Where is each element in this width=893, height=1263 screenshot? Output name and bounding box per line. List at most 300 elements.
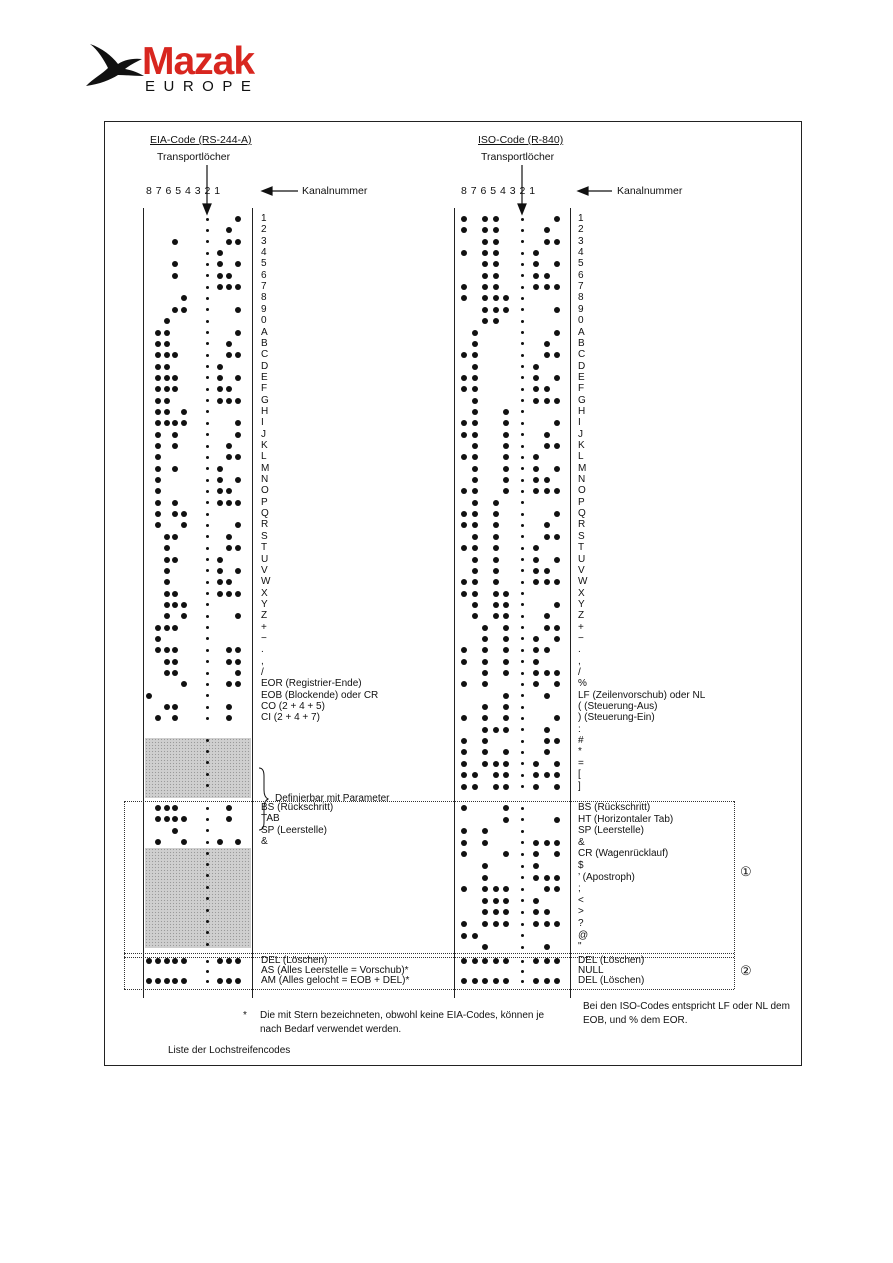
- feed-hole: [521, 558, 524, 561]
- punched-hole: [164, 568, 170, 574]
- feed-hole: [206, 252, 209, 255]
- footnote-star: *: [243, 1010, 247, 1021]
- feed-hole: [521, 274, 524, 277]
- eia-code-label: 7: [261, 281, 267, 293]
- feed-hole: [206, 263, 209, 266]
- eia-code-label: +: [261, 621, 267, 633]
- punched-hole: [164, 352, 170, 358]
- iso-code-label: ?: [578, 918, 584, 929]
- feed-hole: [206, 773, 209, 776]
- punched-hole: [146, 958, 152, 964]
- feed-hole: [521, 923, 524, 926]
- punched-hole: [472, 772, 478, 778]
- punched-hole: [472, 784, 478, 790]
- punched-hole: [493, 772, 499, 778]
- feed-hole: [206, 274, 209, 277]
- punched-hole: [493, 557, 499, 563]
- iso-code-label: J: [578, 428, 583, 440]
- eia-code-label: EOB (Blockende) oder CR: [261, 689, 379, 701]
- punched-hole: [155, 330, 161, 336]
- punched-hole: [544, 352, 550, 358]
- iso-feed-label: Transportlöcher: [481, 151, 555, 163]
- feed-hole: [206, 909, 209, 912]
- punched-hole: [461, 958, 467, 964]
- punched-hole: [235, 307, 241, 313]
- iso-code-label: E: [578, 371, 585, 383]
- punched-hole: [544, 432, 550, 438]
- eia-channel-label: Kanalnummer: [302, 185, 368, 197]
- punched-hole: [226, 704, 232, 710]
- punched-hole: [217, 978, 223, 984]
- feed-hole: [206, 308, 209, 311]
- iso-channel-label: Kanalnummer: [617, 185, 683, 197]
- iso-code-label: ]: [578, 780, 581, 792]
- iso-code-label: Q: [578, 508, 586, 520]
- feed-hole: [521, 354, 524, 357]
- feed-hole: [206, 784, 209, 787]
- feed-hole: [206, 513, 209, 516]
- eia-code-label: M: [261, 462, 270, 474]
- punched-hole: [164, 330, 170, 336]
- punched-hole: [461, 250, 467, 256]
- eia-code-label: AM (Alles gelocht = EOB + DEL)*: [261, 975, 410, 986]
- eia-code-label: −: [261, 632, 267, 644]
- punched-hole: [217, 477, 223, 483]
- feed-hole: [521, 490, 524, 493]
- punched-hole: [226, 545, 232, 551]
- punched-hole: [164, 375, 170, 381]
- punched-hole: [226, 273, 232, 279]
- feed-hole: [521, 422, 524, 425]
- iso-code-label: 6: [578, 269, 584, 281]
- punched-hole: [533, 875, 539, 881]
- feed-hole: [521, 649, 524, 652]
- punched-hole: [155, 477, 161, 483]
- punched-hole: [472, 375, 478, 381]
- punched-hole: [217, 250, 223, 256]
- section-two-bottom: [124, 989, 734, 990]
- punched-hole: [533, 273, 539, 279]
- feed-hole: [521, 331, 524, 334]
- punched-hole: [226, 443, 232, 449]
- iso-code-label: :: [578, 723, 581, 735]
- eia-code-label: Z: [261, 610, 268, 622]
- feed-hole: [521, 592, 524, 595]
- punched-hole: [155, 364, 161, 370]
- eia-code-label: U: [261, 553, 269, 565]
- eia-code-label: N: [261, 474, 269, 486]
- punched-hole: [493, 545, 499, 551]
- punched-hole: [554, 398, 560, 404]
- feed-hole: [521, 751, 524, 754]
- feed-hole: [206, 717, 209, 720]
- iso-title: ISO-Code (R-840): [478, 134, 564, 146]
- feed-hole: [206, 739, 209, 742]
- iso-code-label: 5: [578, 258, 584, 270]
- iso-code-label: =: [578, 757, 584, 769]
- feed-hole: [206, 581, 209, 584]
- punched-hole: [482, 898, 488, 904]
- eia-code-label: K: [261, 440, 268, 451]
- punched-hole: [235, 432, 241, 438]
- eia-code-label: 1: [261, 213, 267, 224]
- punched-hole: [164, 409, 170, 415]
- punched-hole: [493, 534, 499, 540]
- eia-feed-label: Transportlöcher: [157, 151, 231, 163]
- feed-hole: [206, 456, 209, 459]
- feed-hole: [206, 672, 209, 675]
- punched-hole: [164, 659, 170, 665]
- punched-hole: [217, 568, 223, 574]
- eia-code-label: AS (Alles Leerstelle = Vorschub)*: [261, 965, 409, 976]
- eia-code-label: X: [261, 587, 268, 599]
- punched-hole: [533, 557, 539, 563]
- feed-hole: [521, 960, 524, 963]
- feed-hole: [521, 899, 524, 902]
- eia-code-label: W: [261, 576, 271, 588]
- punched-hole: [493, 568, 499, 574]
- punched-hole: [226, 500, 232, 506]
- punched-hole: [235, 647, 241, 653]
- feed-hole: [206, 399, 209, 402]
- eia-code-label: 0: [261, 315, 267, 327]
- iso-code-label: >: [578, 906, 584, 918]
- punched-hole: [172, 557, 178, 563]
- punched-hole: [226, 341, 232, 347]
- punched-hole: [164, 557, 170, 563]
- iso-code-label: ,: [578, 655, 581, 667]
- feed-hole: [206, 750, 209, 753]
- eia-code-label: V: [261, 564, 268, 576]
- marker-two: ②: [740, 963, 752, 978]
- punched-hole: [472, 933, 478, 939]
- punched-hole: [461, 375, 467, 381]
- iso-code-label: L: [578, 451, 584, 463]
- feed-hole: [521, 229, 524, 232]
- punched-hole: [155, 352, 161, 358]
- punched-hole: [472, 466, 478, 472]
- eia-code-label: L: [261, 451, 267, 463]
- punched-hole: [493, 307, 499, 313]
- punched-hole: [472, 454, 478, 460]
- eia-code-label: Y: [261, 598, 268, 610]
- punched-hole: [493, 579, 499, 585]
- iso-code-label: $: [578, 860, 584, 871]
- feed-hole: [206, 649, 209, 652]
- punched-hole: [544, 579, 550, 585]
- punched-hole: [482, 239, 488, 245]
- punched-hole: [533, 784, 539, 790]
- feed-hole: [206, 331, 209, 334]
- punched-hole: [235, 477, 241, 483]
- feed-hole: [521, 308, 524, 311]
- punched-hole: [235, 284, 241, 290]
- eia-unused-shade: [145, 848, 251, 948]
- punched-hole: [493, 273, 499, 279]
- punched-hole: [544, 625, 550, 631]
- eia-code-label: A: [261, 326, 268, 338]
- punched-hole: [533, 466, 539, 472]
- feed-hole: [206, 970, 209, 973]
- eia-title: EIA-Code (RS-244-A): [150, 134, 252, 146]
- punched-hole: [482, 840, 488, 846]
- punched-hole: [533, 921, 539, 927]
- punched-hole: [503, 591, 509, 597]
- punched-hole: [544, 772, 550, 778]
- punched-hole: [155, 341, 161, 347]
- eia-code-label: DEL (Löschen): [261, 955, 328, 966]
- iso-code-label: ) (Steuerung-Ein): [578, 712, 655, 724]
- punched-hole: [164, 364, 170, 370]
- feed-hole: [206, 897, 209, 900]
- punched-hole: [472, 364, 478, 370]
- eia-code-label: .: [261, 644, 264, 656]
- punched-hole: [544, 273, 550, 279]
- feed-hole: [206, 229, 209, 232]
- punched-hole: [472, 352, 478, 358]
- punched-hole: [155, 839, 161, 845]
- punched-hole: [235, 239, 241, 245]
- feed-hole: [206, 852, 209, 855]
- iso-code-label: I: [578, 417, 581, 429]
- feed-hole: [521, 513, 524, 516]
- punched-hole: [461, 840, 467, 846]
- punched-hole: [493, 727, 499, 733]
- iso-channel-numbers: 8 7 6 5 4 3 2 1: [461, 185, 536, 197]
- punched-hole: [155, 625, 161, 631]
- punched-hole: [533, 840, 539, 846]
- feed-hole: [521, 706, 524, 709]
- punched-hole: [235, 978, 241, 984]
- eia-code-label: /: [261, 667, 264, 678]
- iso-code-label: +: [578, 621, 584, 633]
- punched-hole: [503, 784, 509, 790]
- feed-hole: [521, 911, 524, 914]
- feed-hole: [521, 456, 524, 459]
- iso-code-label: 0: [578, 315, 584, 327]
- punched-hole: [217, 466, 223, 472]
- eia-code-label: ,: [261, 655, 264, 667]
- punched-hole: [226, 659, 232, 665]
- punched-hole: [472, 432, 478, 438]
- feed-hole: [206, 694, 209, 697]
- punched-hole: [544, 727, 550, 733]
- punched-hole: [482, 727, 488, 733]
- punched-hole: [164, 613, 170, 619]
- punched-hole: [217, 273, 223, 279]
- punched-hole: [472, 420, 478, 426]
- iso-code-label: K: [578, 440, 585, 451]
- iso-code-label: 4: [578, 247, 584, 259]
- punched-hole: [533, 568, 539, 574]
- punched-hole: [544, 239, 550, 245]
- punched-hole: [533, 250, 539, 256]
- feed-hole: [206, 706, 209, 709]
- punched-hole: [461, 591, 467, 597]
- footnote-text: Die mit Stern bezeichneten, obwohl keine EIA-Codes, können je nach Bedarf verwendet werden.: [260, 1010, 545, 1035]
- punched-hole: [472, 398, 478, 404]
- punched-hole: [493, 284, 499, 290]
- punched-hole: [482, 273, 488, 279]
- eia-code-label: G: [261, 394, 269, 406]
- eia-code-label: 9: [261, 303, 267, 315]
- section-left-edge: [124, 801, 125, 989]
- punched-hole: [544, 284, 550, 290]
- feed-hole: [206, 626, 209, 629]
- feed-hole: [521, 535, 524, 538]
- feed-hole: [206, 286, 209, 289]
- feed-hole: [206, 615, 209, 618]
- punched-hole: [472, 330, 478, 336]
- punched-hole: [226, 978, 232, 984]
- punched-hole: [554, 307, 560, 313]
- punched-hole: [554, 817, 560, 823]
- punched-hole: [554, 557, 560, 563]
- punched-hole: [235, 613, 241, 619]
- eia-code-label: F: [261, 383, 268, 395]
- feed-hole: [206, 818, 209, 821]
- iso-code-label: 7: [578, 281, 584, 293]
- punched-hole: [554, 534, 560, 540]
- punched-hole: [217, 557, 223, 563]
- punched-hole: [493, 886, 499, 892]
- punched-hole: [155, 636, 161, 642]
- punched-hole: [235, 375, 241, 381]
- punched-hole: [554, 784, 560, 790]
- punched-hole: [493, 784, 499, 790]
- feed-hole: [206, 960, 209, 963]
- feed-hole: [521, 946, 524, 949]
- eia-code-label: 6: [261, 269, 267, 281]
- iso-code-label: &: [578, 836, 585, 848]
- iso-code-label: O: [578, 485, 586, 497]
- feed-hole: [521, 683, 524, 686]
- feed-hole: [206, 829, 209, 832]
- punched-hole: [235, 454, 241, 460]
- feed-hole: [521, 479, 524, 482]
- eia-code-label: CI (2 + 4 + 7): [261, 712, 320, 724]
- iso-code-label: NULL: [578, 965, 604, 976]
- punched-hole: [172, 591, 178, 597]
- punched-hole: [482, 761, 488, 767]
- feed-hole: [521, 433, 524, 436]
- iso-code-label: SP (Leerstelle): [578, 825, 644, 837]
- punched-hole: [235, 330, 241, 336]
- feed-hole: [206, 886, 209, 889]
- feed-hole: [521, 240, 524, 243]
- feed-hole: [521, 841, 524, 844]
- feed-hole: [521, 934, 524, 937]
- punched-hole: [533, 636, 539, 642]
- punched-hole: [544, 534, 550, 540]
- eia-code-label: T: [261, 542, 268, 554]
- punched-hole: [533, 761, 539, 767]
- punched-hole: [493, 761, 499, 767]
- iso-code-label: P: [578, 496, 585, 508]
- punched-hole: [164, 591, 170, 597]
- punched-hole: [235, 958, 241, 964]
- eia-code-label: 3: [261, 235, 267, 247]
- punched-hole: [493, 898, 499, 904]
- iso-code-label: −: [578, 632, 584, 644]
- punched-hole: [217, 591, 223, 597]
- iso-code-label: V: [578, 564, 585, 576]
- feed-hole: [521, 320, 524, 323]
- feed-hole: [521, 807, 524, 810]
- punched-hole: [461, 216, 467, 222]
- iso-code-label: ’ (Apostroph): [578, 871, 635, 883]
- punched-hole: [164, 534, 170, 540]
- eia-param-shade: [145, 738, 251, 798]
- eia-code-label: H: [261, 405, 269, 417]
- eia-code-label: D: [261, 360, 269, 372]
- punched-hole: [164, 958, 170, 964]
- punched-hole: [544, 613, 550, 619]
- punched-hole: [544, 477, 550, 483]
- feed-hole: [206, 490, 209, 493]
- punched-hole: [235, 681, 241, 687]
- eia-code-label: &: [261, 836, 268, 848]
- feed-hole: [521, 218, 524, 221]
- iso-code-label: #: [578, 735, 584, 747]
- punched-hole: [217, 958, 223, 964]
- feed-hole: [521, 626, 524, 629]
- eia-code-label: P: [261, 496, 268, 508]
- eia-code-label: BS (Rückschritt): [261, 802, 334, 813]
- punched-hole: [472, 602, 478, 608]
- punched-hole: [493, 978, 499, 984]
- punched-hole: [472, 613, 478, 619]
- iso-code-label: Z: [578, 610, 585, 622]
- punched-hole: [226, 284, 232, 290]
- eia-code-label: TAB: [261, 813, 280, 825]
- punched-hole: [472, 500, 478, 506]
- punched-hole: [533, 670, 539, 676]
- eia-code-label: SP (Leerstelle): [261, 824, 327, 836]
- punched-hole: [493, 239, 499, 245]
- feed-hole: [521, 740, 524, 743]
- punched-hole: [235, 352, 241, 358]
- iso-code-label: ": [578, 941, 582, 953]
- feed-hole: [521, 524, 524, 527]
- feed-hole: [206, 547, 209, 550]
- punched-hole: [472, 341, 478, 347]
- punched-hole: [461, 805, 467, 811]
- eia-code-label: B: [261, 337, 268, 349]
- eia-code-label: Q: [261, 508, 269, 520]
- punched-hole: [472, 511, 478, 517]
- feed-hole: [521, 762, 524, 765]
- brand-wordmark: Mazak: [142, 40, 255, 83]
- punched-hole: [164, 805, 170, 811]
- punched-hole: [472, 579, 478, 585]
- feed-hole: [521, 660, 524, 663]
- eia-code-label: E: [261, 371, 268, 383]
- punched-hole: [181, 307, 187, 313]
- iso-code-label: LF (Zeilenvorschub) oder NL: [578, 689, 706, 701]
- iso-code-label: CR (Wagenrücklauf): [578, 848, 669, 860]
- punched-hole: [533, 659, 539, 665]
- eia-channel-numbers: 8 7 6 5 4 3 2 1: [146, 185, 221, 197]
- punched-hole: [461, 432, 467, 438]
- punched-hole: [493, 250, 499, 256]
- feed-hole: [206, 683, 209, 686]
- feed-hole: [521, 445, 524, 448]
- eia-code-label: C: [261, 349, 269, 361]
- punched-hole: [493, 500, 499, 506]
- feed-hole: [521, 365, 524, 368]
- iso-code-label: 2: [578, 224, 584, 236]
